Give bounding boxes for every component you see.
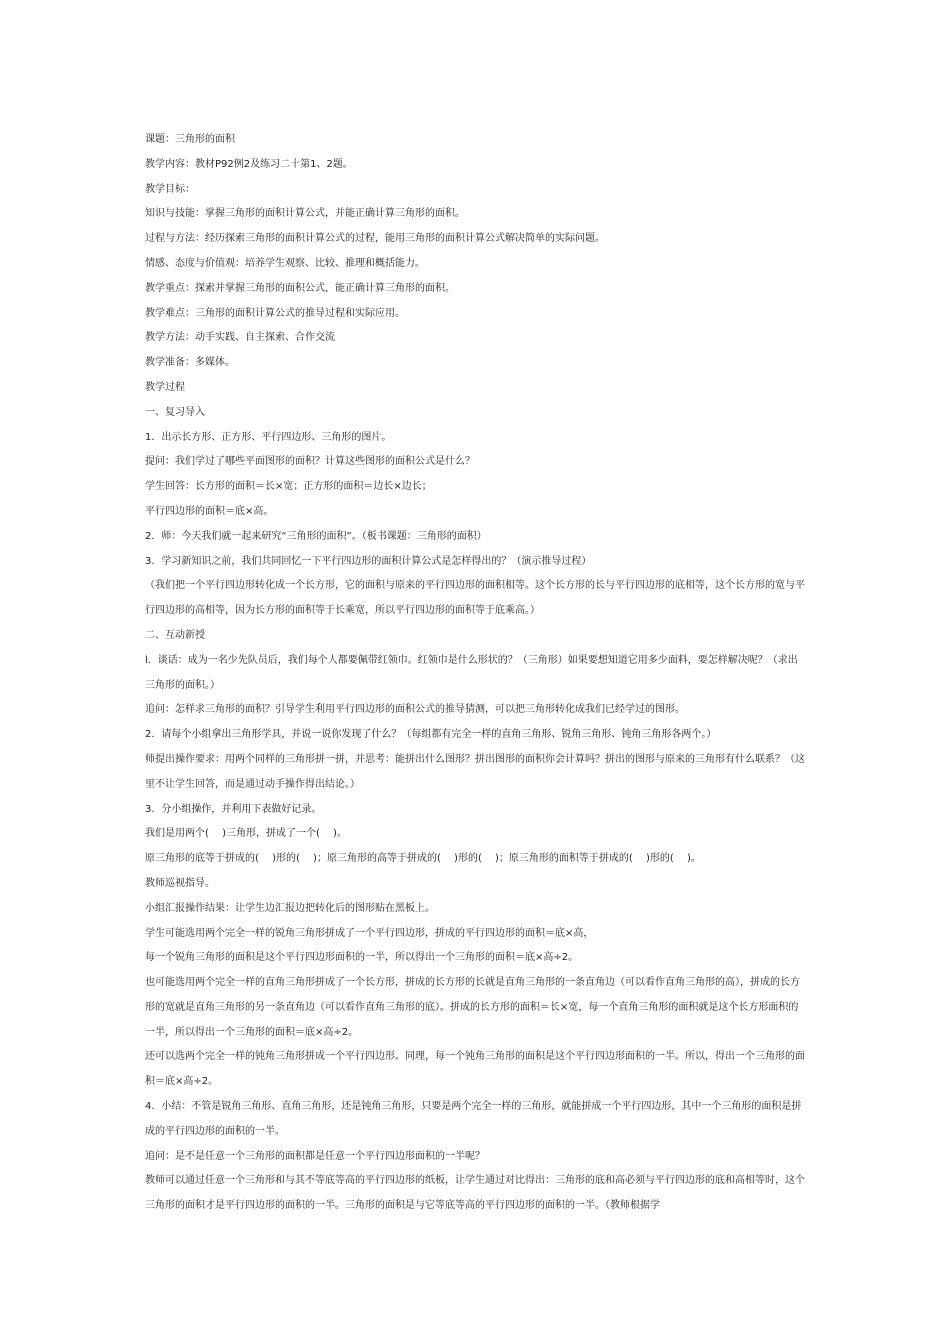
record-line-1: 我们是用两个( )三角形，拼成了一个( )。 bbox=[145, 828, 347, 840]
paragraph: 1．出示长方形、正方形、平行四边形、三角形的图片。 bbox=[145, 431, 392, 443]
paragraph: 3．分小组操作，并利用下表做好记录。 bbox=[145, 803, 322, 815]
section-review-heading: 一、复习导入 bbox=[145, 406, 205, 418]
teaching-process-heading: 教学过程 bbox=[145, 381, 185, 393]
paragraph: 小组汇报操作结果：让学生边汇报边把转化后的图形贴在黑板上。 bbox=[145, 902, 435, 914]
record-line-2: 原三角形的底等于拼成的( )形的( )；原三角形的高等于拼成的( )形的( )；原三角形的面积等于拼成的( )形的( )。 bbox=[145, 853, 701, 865]
paragraph: 追问：怎样求三角形的面积？引导学生利用平行四边形的面积公式的推导猜测，可以把三角形转化成我们已经学过的图形。 bbox=[145, 704, 685, 716]
paragraph: 还可以选两个完全一样的钝角三角形拼成一个平行四边形。同理，每一个钝角三角形的面积是这个平行四边形面积的一半。所以，得出一个三角形的面积＝底×高÷2。 bbox=[145, 1051, 805, 1088]
paragraph: 教师可以通过任意一个三角形和与其不等底等高的平行四边形的纸板，让学生通过对比得出：三角形的底和高必须与平行四边形的底和高相等时，这个三角形的面积才是平行四边形的面积的一半。三角形的面积是与它等底等高的平行四边形的面积的一半。（教师根据学 bbox=[145, 1175, 805, 1212]
paragraph: 平行四边形的面积＝底×高。 bbox=[145, 505, 274, 517]
paragraph: 师提出操作要求：用两个同样的三角形拼一拼，并思考：能拼出什么图形？拼出图形的面积你会计算吗？拼出的图形与原来的三角形有什么联系？（这里不让学生回答，而是通过动手操作得出结论。） bbox=[145, 753, 805, 790]
key-point: 教学重点：探索并掌握三角形的面积公式，能正确计算三角形的面积。 bbox=[145, 282, 455, 294]
paragraph: 教师巡视指导。 bbox=[145, 877, 215, 889]
paragraph: 2．师：今天我们就一起来研究“三角形的面积”。（板书课题：三角形的面积） bbox=[145, 530, 487, 542]
teaching-method: 教学方法：动手实践、自主探索、合作交流 bbox=[145, 332, 335, 344]
goal-knowledge: 知识与技能：掌握三角形的面积计算公式，并能正确计算三角形的面积。 bbox=[145, 208, 465, 220]
paragraph: 3．学习新知识之前，我们共同回忆一下平行四边形的面积计算公式是怎样得出的？（演示推导过程） bbox=[145, 555, 592, 567]
paragraph: 每一个锐角三角形的面积是这个平行四边形面积的一半，所以得出一个三角形的面积＝底×高÷2。 bbox=[145, 952, 579, 964]
teaching-content: 教学内容：教材P92例2及练习二十第1、2题。 bbox=[145, 158, 353, 170]
paragraph: 学生可能选用两个完全一样的锐角三角形拼成了一个平行四边形，拼成的平行四边形的面积＝底×高， bbox=[145, 927, 594, 939]
goal-process: 过程与方法：经历探索三角形的面积计算公式的过程，能用三角形的面积计算公式解决简单的实际问题。 bbox=[145, 233, 605, 245]
summary: 4．小结：不管是锐角三角形、直角三角形，还是钝角三角形，只要是两个完全一样的三角形，就能拼成一个平行四边形，其中一个三角形的面积是拼成的平行四边形的面积的一半。 bbox=[145, 1101, 802, 1137]
paragraph: l．谈话：成为一名少先队员后，我们每个人都要佩带红领巾。红领巾是什么形状的？（三角形）如果要想知道它用多少面料，要怎样解决呢？（求出三角形的面积。） bbox=[145, 654, 798, 691]
paragraph: （我们把一个平行四边形转化成一个长方形，它的面积与原来的平行四边形的面积相等。这个长方形的长与平行四边形的底相等，这个长方形的宽与平行四边形的高相等，因为长方形的面积等于长乘宽，所以平行四边形的面积等于底乘高。） bbox=[145, 580, 805, 617]
paragraph: 也可能选用两个完全一样的直角三角形拼成了一个长方形，拼成的长方形的长就是直角三角形的一条直角边（可以看作直角三角形的高），拼成的长方形的宽就是直角三角形的另一条直角边（可以看作直角三角形的底）。拼成的长方形的面积＝长×宽，每一个直角三角形的面积就是这个长方形面积的一半，所以得出一个三角形的面积＝底×高÷2。 bbox=[145, 977, 800, 1038]
document-body bbox=[145, 128, 807, 1219]
goal-attitude: 情感、态度与价值观：培养学生观察、比较、推理和概括能力。 bbox=[145, 257, 425, 269]
paragraph: 提问：我们学过了哪些平面图形的面积？计算这些图形的面积公式是什么？ bbox=[145, 456, 475, 468]
section-new-teaching-heading: 二、互动新授 bbox=[145, 629, 205, 641]
paragraph: 追问：是不是任意一个三角形的面积都是任意一个平行四边形面积的一半呢？ bbox=[145, 1150, 485, 1162]
paragraph: 学生回答：长方形的面积＝长×宽；正方形的面积＝边长×边长； bbox=[145, 481, 432, 493]
teaching-goals-heading: 教学目标： bbox=[145, 183, 195, 195]
paragraph: 2．请每个小组拿出三角形学具，并说一说你发现了什么？（每组都有完全一样的直角三角形、锐角三角形、钝角三角形各两个。） bbox=[145, 729, 717, 741]
difficult-point: 教学难点：三角形的面积计算公式的推导过程和实际应用。 bbox=[145, 307, 405, 319]
teaching-preparation: 教学准备：多媒体。 bbox=[145, 357, 235, 369]
lesson-title: 课题：三角形的面积 bbox=[145, 134, 235, 145]
